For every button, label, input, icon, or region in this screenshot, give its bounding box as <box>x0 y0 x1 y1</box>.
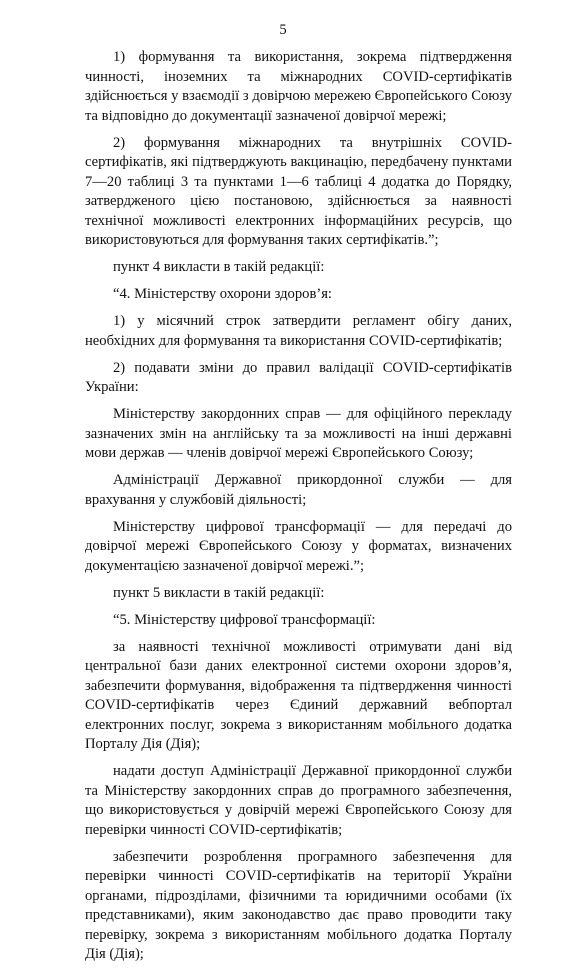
paragraph: забезпечити розроблення програмного забезпечення для перевірки чинності COVID-сертифікатів на території України органами, підрозділами, фізичними та юридичними особами (їх представниками), яким законодавство дає право проводити таку перевірку, зокрема з використанням мобільного додатка Порталу Дія (Дія); <box>85 848 512 962</box>
paragraph: Міністерству цифрової трансформації — для передачі до довірчої мережі Європейського Союзу у форматах, визначених документацією зазначеної довірчої мережі.”; <box>85 518 512 574</box>
paragraph: пункт 5 викласти в такій редакції: <box>113 584 325 601</box>
paragraph: Адміністрації Державної прикордонної служби — для врахування у службовій діяльності; <box>85 472 512 508</box>
paragraph: 2) подавати зміни до правил валідації COVID-сертифікатів України: <box>85 359 512 395</box>
paragraph: 2) формування міжнародних та внутрішніх COVID-сертифікатів, які підтверджують вакцинацію, передбачену пунктами 7—20 таблиці 3 та пунктами 1—6 таблиці 4 додатка до Порядку, затвердженого цією постановою, здійснюється за наявності технічної можливості електронних інформаційних ресурсів, що використовуються для формування таких сертифікатів.”; <box>85 134 512 248</box>
paragraph: надати доступ Адміністрації Державної прикордонної служби та Міністерству закордонних справ до програмного забезпечення, що використовується у довірчій мережі Європейського Союзу для перевірки чинності COVID-сертифікатів; <box>85 763 512 838</box>
paragraph: 1) формування та використання, зокрема підтвердження чинності, іноземних та міжнародних COVID-сертифікатів здійснюється у взаємодії з довірчою мережею Європейського Союзу та відповідно до документації зазначеної довірчої мережі; <box>85 49 512 124</box>
paragraph: Міністерству закордонних справ — для офіційного перекладу зазначених змін на англійську та за можливості на інші державні мови держав — членів довірчої мережі Європейського Союзу; <box>85 406 512 461</box>
page-number: 5 <box>279 22 287 38</box>
document-body <box>85 48 512 972</box>
paragraph: “5. Міністерству цифрової трансформації: <box>113 611 376 628</box>
paragraph: пункт 4 викласти в такій редакції: <box>113 259 325 275</box>
paragraph: “4. Міністерству охорони здоров’я: <box>113 286 332 302</box>
paragraph: 1) у місячний строк затвердити регламент обігу даних, необхідних для формування та використання COVID-сертифікатів; <box>85 313 512 349</box>
paragraph: за наявності технічної можливості отримувати дані від центральної бази даних електронної системи охорони здоров’я, забезпечити формування, відображення та підтвердження чинності COVID-сертифікатів через Єдиний державний вебпортал електронних послуг, зокрема з використанням мобільного додатка Порталу Дія (Дія); <box>85 638 512 752</box>
